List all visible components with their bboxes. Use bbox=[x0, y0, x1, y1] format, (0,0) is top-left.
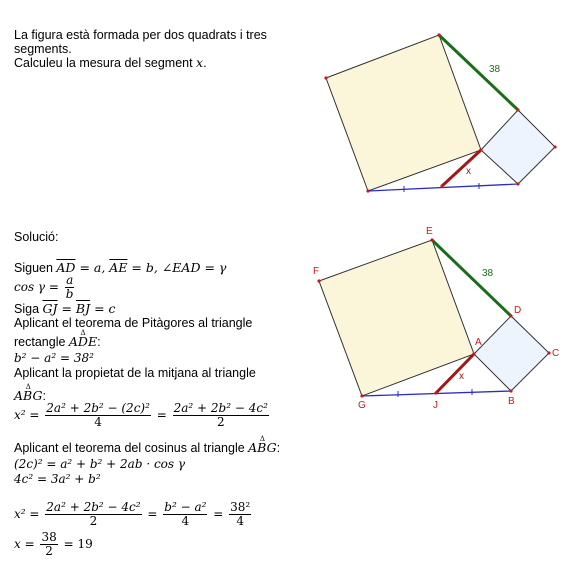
pythagoras-line-2: rectangle Δ ADE: bbox=[14, 335, 101, 349]
label-J: J bbox=[433, 400, 438, 411]
cosine-law-equation: (2c)² = a² + b² + 2ab · cos γ bbox=[14, 457, 186, 471]
label-G: G bbox=[358, 400, 366, 411]
label-38: 38 bbox=[482, 268, 494, 279]
point-J bbox=[434, 391, 437, 394]
median-formula: x² = $\frac{\text{2a² + 2b² − (2c)²}}{4}$ = $\frac{\text{2a² + 2b² − 4c²}}{2}$ bbox=[14, 401, 268, 429]
label-E: E bbox=[426, 226, 433, 237]
point-C bbox=[547, 351, 550, 354]
solution-title: Solució: bbox=[14, 230, 59, 244]
cos-gamma-eq: cos γ = $\frac{a}{b}$ bbox=[14, 273, 74, 301]
siga-line: Siga $\overline{GJ} = \overline{BJ} = c$ bbox=[14, 301, 116, 316]
cosine-law-line: Aplicant el teorema del cosinus al triangle Δ ABG: bbox=[14, 441, 280, 455]
label-x: x bbox=[466, 166, 471, 177]
siguen-line: Siguen $\overline{AD} = a$, $\overline{AE} = b$, ∠EAD = γ bbox=[14, 260, 227, 275]
label-A: A bbox=[475, 337, 482, 348]
point-F bbox=[317, 279, 320, 282]
four-c-squared-equation: 4c² = 3a² + b² bbox=[14, 472, 101, 486]
small-square bbox=[474, 316, 549, 391]
result-formula: x = $\frac{38}{2}$ = 19 bbox=[14, 530, 93, 558]
final-formula: x² = $\frac{\text{2a² + 2b² − 4c²}}{2}$ = $\frac{\text{b² − a²}}{4}$ = $\frac{\text{38²}}{4}$ bbox=[14, 500, 251, 528]
point-G bbox=[360, 394, 363, 397]
problem-line-2: segments. bbox=[14, 42, 72, 56]
pythagoras-line-1: Aplicant el teorema de Pitàgores al triangle bbox=[14, 316, 253, 330]
large-square bbox=[319, 240, 474, 396]
pythagoras-equation: b² − a² = 38² bbox=[14, 351, 94, 365]
label-B: B bbox=[508, 396, 515, 407]
median-line-2: Δ ABG: bbox=[14, 389, 46, 403]
problem-line-3: Calculeu la mesura del segment x. bbox=[14, 55, 207, 70]
label-D: D bbox=[514, 305, 522, 316]
label-38: 38 bbox=[489, 64, 501, 75]
label-F: F bbox=[313, 266, 320, 277]
label-x: x bbox=[459, 371, 464, 382]
point-D bbox=[509, 314, 512, 317]
point-B bbox=[509, 389, 512, 392]
point-A bbox=[472, 352, 475, 355]
problem-line-1: La figura està formada per dos quadrats i tres bbox=[14, 28, 267, 42]
label-C: C bbox=[552, 348, 560, 359]
point-E bbox=[430, 238, 433, 241]
median-line-1: Aplicant la propietat de la mitjana al triangle bbox=[14, 366, 256, 380]
